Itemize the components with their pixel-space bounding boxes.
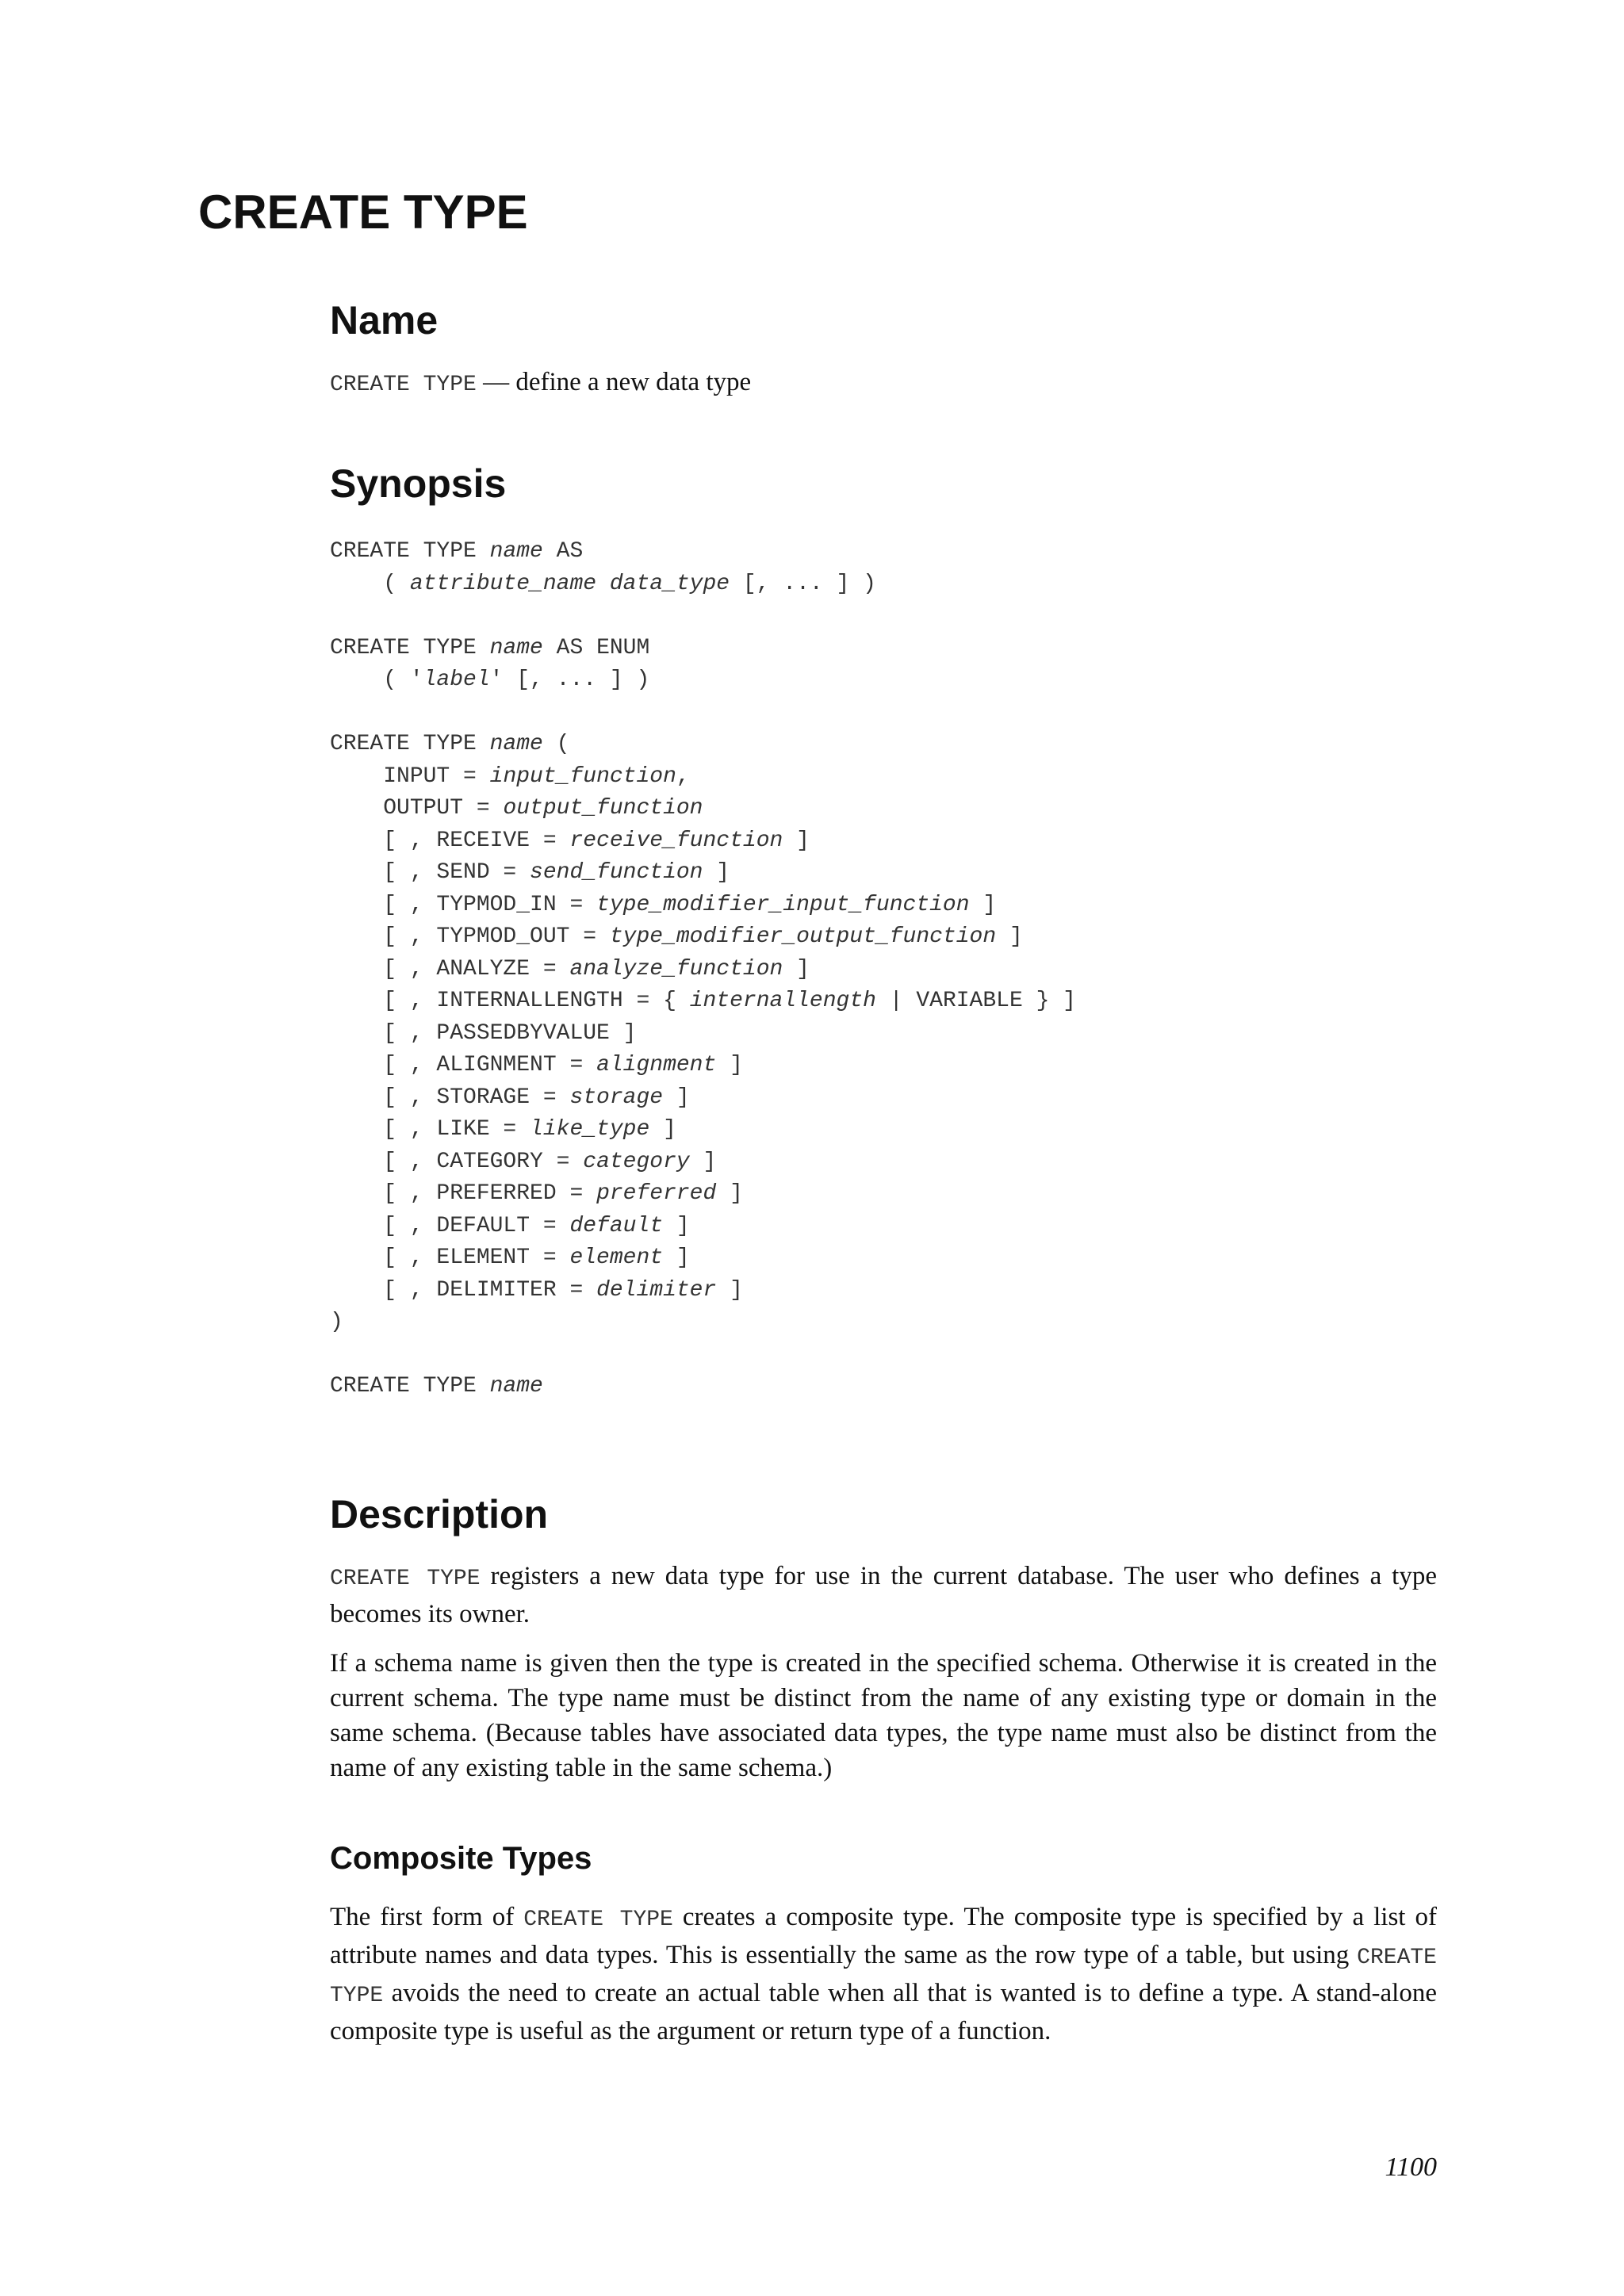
synopsis-keyword-text: [ , LIKE = (330, 1117, 530, 1142)
composite-code-2: CREATE TYPE (330, 1946, 1437, 2008)
synopsis-placeholder: name (489, 635, 543, 660)
synopsis-placeholder: name (489, 539, 543, 564)
synopsis-line (330, 664, 1076, 697)
description-code: CREATE TYPE (330, 1567, 481, 1591)
synopsis-keyword-text: INPUT = (330, 763, 490, 789)
synopsis-heading: Synopsis (330, 461, 507, 506)
description-heading: Description (330, 1492, 549, 1536)
synopsis-line (330, 1275, 1076, 1307)
synopsis-placeholder: receive_function (569, 828, 783, 853)
synopsis-line (330, 1018, 1076, 1050)
composite-types-heading: Composite Types (330, 1841, 592, 1876)
synopsis-placeholder: output_function (503, 796, 703, 821)
synopsis-keyword-text: AS (542, 539, 584, 564)
synopsis-keyword-text: [ , DEFAULT = (330, 1213, 570, 1238)
synopsis-placeholder: input_function (489, 763, 676, 789)
synopsis-placeholder: storage (569, 1085, 664, 1110)
synopsis-line (330, 1242, 1076, 1275)
synopsis-keyword-text: ] (716, 1053, 743, 1077)
synopsis-keyword-text: ] (649, 1117, 676, 1142)
synopsis-line (330, 1082, 1076, 1115)
synopsis-line (330, 633, 1076, 665)
synopsis-keyword-text: ( (330, 571, 410, 596)
composite-text-3: avoids the need to create an actual table when all that is wanted is to define a type. A stand-alone composite type is useful as the argument or return type of a function. (330, 1979, 1437, 2045)
synopsis-placeholder: send_function (530, 860, 703, 885)
synopsis-keyword-text: [ , ELEMENT = (330, 1246, 570, 1270)
synopsis-keyword-text: [ , RECEIVE = (330, 828, 570, 853)
page-number: 1100 (1385, 2152, 1437, 2182)
synopsis-keyword-text: , (676, 763, 690, 789)
synopsis-line (330, 600, 1076, 633)
synopsis-keyword-text: [ , ALIGNMENT = (330, 1053, 597, 1077)
synopsis-keyword-text: [ , ANALYZE = (330, 956, 570, 982)
synopsis-keyword-text: | VARIABLE } ] (875, 989, 1076, 1013)
synopsis-keyword-text: ] (689, 1149, 717, 1174)
synopsis-line (330, 761, 1076, 794)
synopsis-keyword-text: [ , DELIMITER = (330, 1277, 597, 1303)
synopsis-placeholder: analyze_function (569, 956, 783, 982)
synopsis-keyword-text: [, ... ] ) (730, 571, 876, 596)
synopsis-keyword-text: AS ENUM (542, 635, 650, 660)
composite-text-1: The first form of (330, 1903, 524, 1931)
description-paragraph-2: If a schema name is given then the type is created in the specified schema. Otherwise it is created in the current schema. The type name must be distinct from the name of any existing type or domain in the same schema. (Because tables have associated data types, the type name must also be distinct from the name of any existing table in the same schema.) (330, 1649, 1437, 1782)
synopsis-keyword-text: ] (969, 892, 997, 917)
synopsis-line (330, 1371, 1076, 1403)
synopsis-placeholder: attribute_name data_type (409, 571, 730, 596)
description-paragraph-1 (330, 1559, 1437, 1632)
synopsis-keyword-text: OUTPUT = (330, 796, 504, 821)
synopsis-placeholder: label (423, 668, 490, 692)
synopsis-placeholder: element (569, 1246, 664, 1270)
synopsis-code-block (330, 536, 1076, 1403)
synopsis-keyword-text: CREATE TYPE (330, 732, 490, 756)
composite-types-paragraph (330, 1900, 1437, 2049)
synopsis-keyword-text: ] (716, 1277, 743, 1303)
synopsis-line (330, 568, 1076, 601)
synopsis-line (330, 985, 1076, 1018)
synopsis-line (330, 793, 1076, 825)
synopsis-line (330, 921, 1076, 954)
synopsis-keyword-text: [ , INTERNALLENGTH = { (330, 989, 690, 1013)
synopsis-keyword-text: [ , CATEGORY = (330, 1149, 584, 1174)
name-command: CREATE TYPE (330, 373, 477, 397)
synopsis-line (330, 1146, 1076, 1179)
synopsis-keyword-text: ] (663, 1246, 690, 1270)
synopsis-keyword-text: ) (330, 1310, 343, 1334)
synopsis-keyword-text: ] (663, 1085, 690, 1110)
synopsis-keyword-text: [ , SEND = (330, 860, 530, 885)
synopsis-placeholder: delimiter (596, 1277, 717, 1303)
synopsis-line (330, 1211, 1076, 1243)
synopsis-keyword-text: CREATE TYPE (330, 635, 490, 660)
synopsis-placeholder: internallength (689, 989, 876, 1013)
synopsis-line (330, 1339, 1076, 1372)
synopsis-placeholder: category (583, 1149, 690, 1174)
synopsis-keyword-text: ] (783, 956, 810, 982)
synopsis-line (330, 890, 1076, 922)
composite-code-1: CREATE TYPE (523, 1908, 673, 1932)
synopsis-line (330, 1050, 1076, 1082)
synopsis-placeholder: like_type (530, 1117, 650, 1142)
synopsis-placeholder: type_modifier_output_function (609, 924, 997, 949)
synopsis-line (330, 1114, 1076, 1146)
synopsis-keyword-text: ' [, ... ] ) (489, 668, 650, 692)
synopsis-keyword-text: [ , STORAGE = (330, 1085, 570, 1110)
name-summary-text: — define a new data type (483, 368, 752, 396)
synopsis-keyword-text: ( (542, 732, 570, 756)
page-title: CREATE TYPE (198, 186, 528, 239)
synopsis-placeholder: default (569, 1213, 664, 1238)
synopsis-keyword-text: ] (703, 860, 730, 885)
description-text-1: registers a new data type for use in the current database. The user who defines a type becomes its owner. (330, 1562, 1437, 1628)
composite-text-2: creates a composite type. The composite type is specified by a list of attribute names and data types. This is essentially the same as the row type of a table, but using (330, 1903, 1437, 1969)
synopsis-line (330, 954, 1076, 986)
synopsis-keyword-text: [ , PREFERRED = (330, 1181, 597, 1206)
synopsis-keyword-text: ] (663, 1213, 690, 1238)
synopsis-line (330, 697, 1076, 729)
synopsis-keyword-text: ] (716, 1181, 743, 1206)
synopsis-line (330, 1307, 1076, 1339)
synopsis-keyword-text: [ , TYPMOD_IN = (330, 892, 597, 917)
synopsis-placeholder: name (489, 1374, 543, 1399)
name-heading: Name (330, 298, 439, 342)
synopsis-keyword-text: CREATE TYPE (330, 539, 490, 564)
synopsis-keyword-text: [ , PASSEDBYVALUE ] (330, 1020, 637, 1046)
name-summary (330, 365, 1437, 403)
synopsis-placeholder: type_modifier_input_function (596, 892, 970, 917)
synopsis-keyword-text: ( ' (330, 668, 423, 692)
synopsis-line (330, 825, 1076, 858)
synopsis-keyword-text: ] (996, 924, 1023, 949)
synopsis-line (330, 1178, 1076, 1211)
synopsis-placeholder: preferred (596, 1181, 717, 1206)
synopsis-keyword-text: [ , TYPMOD_OUT = (330, 924, 610, 949)
synopsis-placeholder: name (489, 732, 543, 756)
synopsis-line (330, 857, 1076, 890)
synopsis-line (330, 729, 1076, 761)
synopsis-line (330, 536, 1076, 568)
synopsis-keyword-text: ] (783, 828, 810, 853)
synopsis-keyword-text: CREATE TYPE (330, 1374, 490, 1399)
synopsis-placeholder: alignment (596, 1053, 717, 1077)
